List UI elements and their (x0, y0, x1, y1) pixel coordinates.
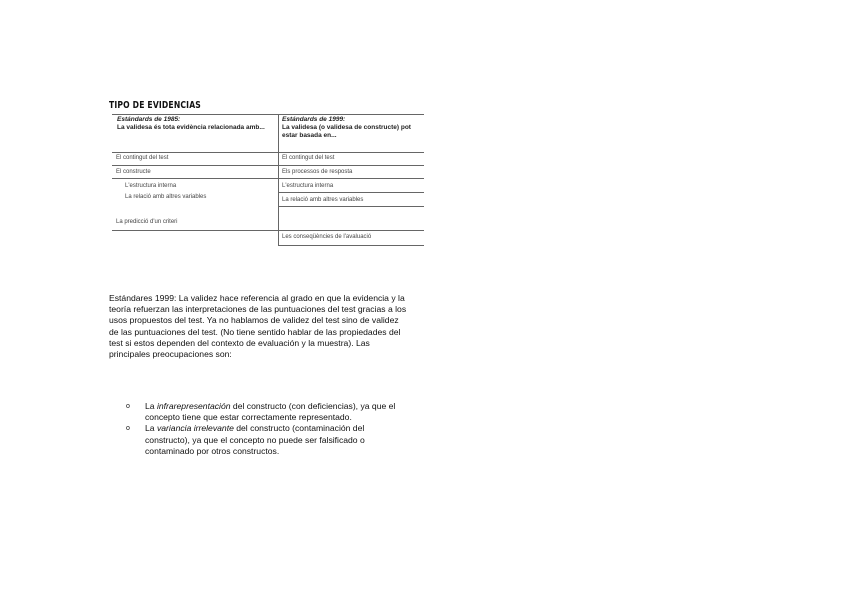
table-row-border (112, 165, 424, 166)
list-item-text: del constructo (con deficiencias), ya que el concepto tiene que estar correctamente representado. (145, 401, 396, 423)
table-header-1985 (117, 116, 273, 132)
list-item (126, 401, 411, 423)
table-cell: La relació amb altres variables (282, 197, 364, 203)
header-subtitle: La validesa és tota evidència relacionada amb... (117, 124, 265, 131)
list-item-text: La (145, 423, 157, 434)
header-subtitle: La validesa (o validesa de constructe) pot estar basada en... (282, 124, 411, 139)
list-item-text: La (145, 401, 157, 411)
table-cell: L'estructura interna (125, 183, 177, 189)
list-item-emphasis: infrarepresentación (156, 401, 231, 411)
table-bottom-border (278, 245, 424, 246)
table-row-border (278, 192, 424, 193)
table-cell: El constructe (116, 169, 151, 175)
header-title: Estándards de 1985: (117, 116, 181, 123)
table-cell: Les conseqüències de l'avaluació (282, 234, 372, 240)
table-header-1999 (282, 116, 422, 140)
table-cell: El contingut del test (282, 155, 335, 161)
header-title: Estándards de 1999: (282, 116, 346, 123)
table-row-border (112, 230, 424, 231)
evidence-table (112, 114, 424, 246)
section-heading: TIPO DE EVIDENCIAS (109, 100, 201, 111)
bullet-list (126, 401, 411, 457)
list-item (126, 423, 411, 457)
table-cell: La predicció d'un criteri (116, 219, 178, 225)
table-cell: L'estructura interna (282, 183, 334, 189)
table-row-border (278, 206, 424, 207)
paragraph-text: Estándares 1999: La validez hace referencia al grado en que la evidencia y la teoría refuerzan las interpretaciones de las puntuaciones del test gracias a los usos propuestos del test. Ya no hablamos de validez del test sino de validez de las puntuaciones del test. (No tiene sentido hablar de las propiedades del test si estos dependen del contexto de evaluación y la muestra). Las principales preocupaciones son: (109, 293, 407, 360)
table-cell: La relació amb altres variables (125, 194, 207, 200)
table-cell: El contingut del test (116, 155, 169, 161)
table-row-border (112, 178, 424, 179)
table-header-border (112, 152, 424, 153)
list-item-text: del constructo (contaminación del constructo), ya que el concepto no puede ser falsificado o contaminado por otros constructos. (145, 423, 365, 456)
table-top-border (112, 114, 424, 115)
bullet-marker: o (126, 425, 130, 433)
bullet-marker: o (126, 403, 130, 410)
body-paragraph (109, 293, 409, 360)
table-column-divider (278, 114, 279, 246)
table-cell: Els processos de resposta (282, 169, 353, 175)
list-item-emphasis: variancia irrelevante (156, 423, 234, 434)
